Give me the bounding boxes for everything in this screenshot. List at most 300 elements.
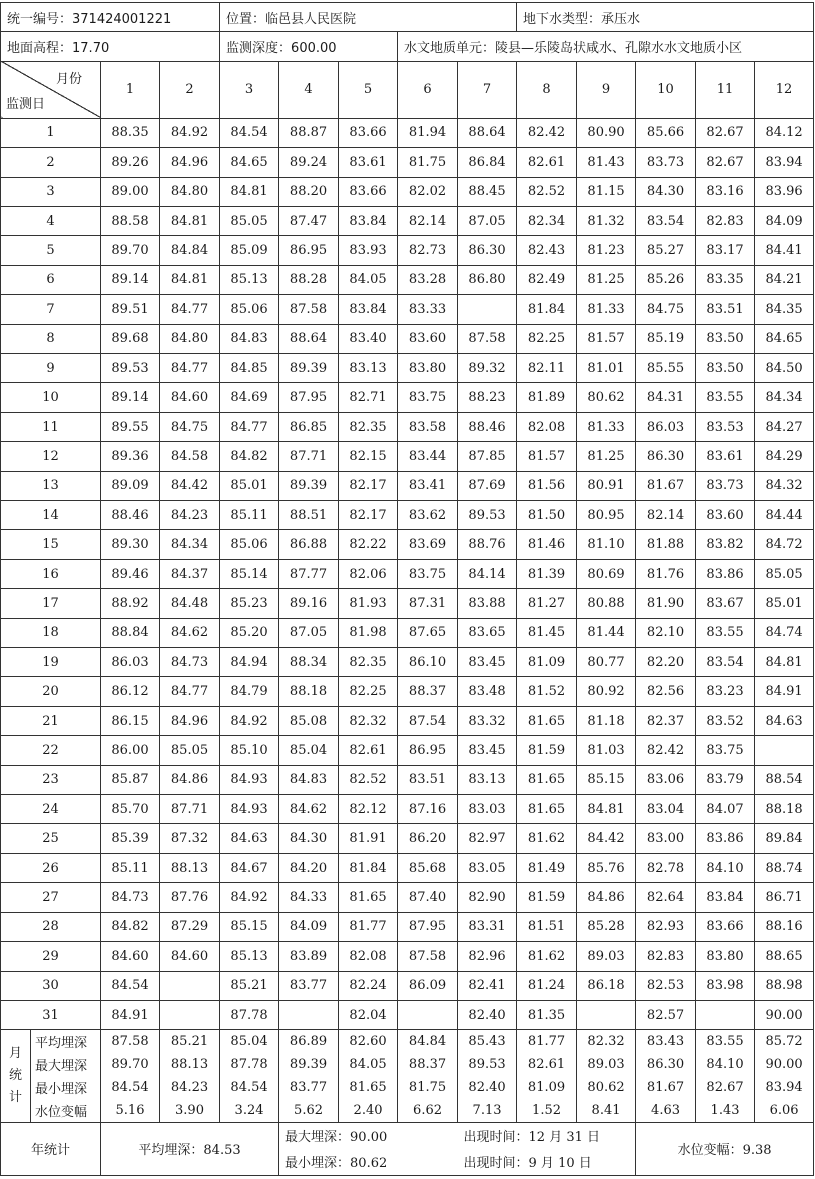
depth-value-cell: 87.05 <box>458 206 517 235</box>
depth-value-cell: 85.05 <box>755 559 814 588</box>
depth-value-cell: 85.11 <box>101 853 160 882</box>
depth-value-cell: 82.52 <box>339 765 398 794</box>
monthly-stat-value: 85.72 <box>755 1030 814 1053</box>
depth-value-cell: 83.41 <box>398 471 458 500</box>
depth-value-cell: 82.96 <box>458 942 517 971</box>
depth-value-cell: 82.40 <box>458 1000 517 1029</box>
depth-value-cell: 86.80 <box>458 265 517 294</box>
depth-value-cell: 80.95 <box>577 501 636 530</box>
depth-value-cell: 86.84 <box>458 148 517 177</box>
day-cell: 10 <box>1 383 101 412</box>
depth-value-cell: 81.62 <box>517 824 577 853</box>
monthly-stats-group-label <box>1 1030 31 1122</box>
depth-value-cell: 85.10 <box>220 736 279 765</box>
depth-value-cell: 81.88 <box>636 530 696 559</box>
depth-value-cell: 87.77 <box>279 559 339 588</box>
day-cell: 24 <box>1 795 101 824</box>
depth-value-cell: 89.36 <box>101 442 160 471</box>
table-row <box>1 1000 814 1029</box>
depth-value-cell: 84.30 <box>636 177 696 206</box>
depth-value-cell: 82.22 <box>339 530 398 559</box>
depth-value-cell: 86.30 <box>636 442 696 471</box>
monthly-stat-value: 86.30 <box>636 1053 696 1076</box>
depth-value-cell: 81.33 <box>577 412 636 441</box>
depth-value-cell: 84.94 <box>220 648 279 677</box>
monthly-stat-value: 83.77 <box>279 1076 339 1099</box>
depth-value-cell: 85.05 <box>160 736 220 765</box>
depth-value-cell: 83.89 <box>279 942 339 971</box>
depth-value-cell: 82.24 <box>339 971 398 1000</box>
depth-value-cell: 84.34 <box>755 383 814 412</box>
depth-value-cell: 81.65 <box>517 765 577 794</box>
station-id-label: 统一编号： <box>7 11 73 27</box>
depth-value-cell: 89.55 <box>101 412 160 441</box>
depth-value: 600.00 <box>291 41 337 57</box>
depth-value-cell: 88.37 <box>398 677 458 706</box>
depth-value-cell: 84.54 <box>220 118 279 147</box>
depth-value-cell: 82.17 <box>339 501 398 530</box>
depth-value-cell: 83.55 <box>696 383 755 412</box>
depth-value-cell: 87.29 <box>160 912 220 941</box>
depth-value-cell: 82.73 <box>398 236 458 265</box>
depth-value-cell: 89.39 <box>279 353 339 382</box>
depth-value-cell: 84.09 <box>755 206 814 235</box>
depth-value-cell: 80.90 <box>577 118 636 147</box>
depth-value-cell: 89.14 <box>101 383 160 412</box>
depth-value-cell: 84.82 <box>220 442 279 471</box>
depth-value-cell: 83.48 <box>458 677 517 706</box>
groundwater-monitoring-table <box>0 2 814 1176</box>
yearly-avg-depth: 平均埋深：84.53 <box>101 1122 279 1175</box>
depth-value-cell: 84.77 <box>160 677 220 706</box>
depth-value-cell: 84.63 <box>755 706 814 735</box>
day-axis-label: 监测日 <box>6 96 46 112</box>
month-header-9: 9 <box>577 61 636 118</box>
monthly-stat-value: 82.40 <box>458 1076 517 1099</box>
depth-value-cell: 84.92 <box>220 883 279 912</box>
depth-value-cell: 83.05 <box>458 853 517 882</box>
monthly-stat-value: 84.05 <box>339 1053 398 1076</box>
depth-value-cell: 84.96 <box>160 706 220 735</box>
depth-value-cell: 89.24 <box>279 148 339 177</box>
depth-value-cell: 84.31 <box>636 383 696 412</box>
depth-value-cell <box>279 1000 339 1029</box>
table-row <box>1 589 814 618</box>
depth-value-cell: 83.75 <box>696 736 755 765</box>
depth-value-cell: 88.20 <box>279 177 339 206</box>
depth-value-cell: 84.80 <box>160 324 220 353</box>
day-cell: 21 <box>1 706 101 735</box>
depth-value-cell: 84.32 <box>755 471 814 500</box>
depth-value-cell: 85.23 <box>220 589 279 618</box>
depth-value-cell: 84.14 <box>458 559 517 588</box>
table-row <box>1 118 814 147</box>
monthly-stat-value: 88.37 <box>398 1053 458 1076</box>
depth-value-cell: 81.67 <box>636 471 696 500</box>
monthly-stat-value: 7.13 <box>458 1099 517 1122</box>
depth-value-cell: 81.90 <box>636 589 696 618</box>
depth-cell <box>220 32 398 61</box>
depth-value-cell: 88.35 <box>101 118 160 147</box>
depth-value-cell: 81.49 <box>517 853 577 882</box>
day-cell: 18 <box>1 618 101 647</box>
depth-value-cell: 87.85 <box>458 442 517 471</box>
depth-value-cell: 85.39 <box>101 824 160 853</box>
monthly-stat-value: 6.06 <box>755 1099 814 1122</box>
depth-value-cell: 82.78 <box>636 853 696 882</box>
depth-value-cell: 83.45 <box>458 648 517 677</box>
depth-label: 监测深度： <box>226 41 292 57</box>
depth-value-cell: 83.50 <box>696 353 755 382</box>
station-id-cell <box>1 3 220 32</box>
depth-value-cell: 87.31 <box>398 589 458 618</box>
depth-value-cell: 81.59 <box>517 736 577 765</box>
depth-value-cell: 83.62 <box>398 501 458 530</box>
depth-value-cell: 87.54 <box>398 706 458 735</box>
depth-value-cell: 88.13 <box>160 853 220 882</box>
depth-value-cell: 82.61 <box>517 148 577 177</box>
table-row <box>1 353 814 382</box>
monthly-stat-label: 最小埋深 <box>31 1076 101 1099</box>
depth-value-cell: 83.53 <box>696 412 755 441</box>
depth-value-cell: 82.41 <box>458 971 517 1000</box>
depth-value-cell: 83.84 <box>696 883 755 912</box>
monthly-stat-value: 84.84 <box>398 1030 458 1053</box>
depth-value-cell: 84.81 <box>220 177 279 206</box>
depth-value-cell: 86.12 <box>101 677 160 706</box>
depth-value-cell: 82.08 <box>339 942 398 971</box>
depth-value-cell: 86.03 <box>101 648 160 677</box>
depth-value-cell: 82.17 <box>339 471 398 500</box>
depth-value-cell: 82.14 <box>636 501 696 530</box>
table-row <box>1 559 814 588</box>
depth-value-cell: 87.69 <box>458 471 517 500</box>
depth-value-cell: 83.98 <box>696 971 755 1000</box>
depth-value-cell: 82.25 <box>339 677 398 706</box>
depth-value-cell: 82.90 <box>458 883 517 912</box>
depth-value-cell: 83.28 <box>398 265 458 294</box>
depth-value-cell: 82.20 <box>636 648 696 677</box>
depth-value-cell: 86.18 <box>577 971 636 1000</box>
depth-value-cell: 82.37 <box>636 706 696 735</box>
depth-value-cell: 87.76 <box>160 883 220 912</box>
monthly-stat-value: 82.32 <box>577 1030 636 1053</box>
depth-value-cell: 83.96 <box>755 177 814 206</box>
depth-value-cell: 82.61 <box>339 736 398 765</box>
monthly-stat-value: 2.40 <box>339 1099 398 1122</box>
day-cell: 12 <box>1 442 101 471</box>
header-row-1 <box>1 3 814 32</box>
monthly-stat-value: 4.63 <box>636 1099 696 1122</box>
monthly-stat-value: 82.61 <box>517 1053 577 1076</box>
depth-value-cell: 82.35 <box>339 648 398 677</box>
depth-value-cell: 87.58 <box>458 324 517 353</box>
depth-value-cell: 84.82 <box>101 912 160 941</box>
depth-value-cell: 83.69 <box>398 530 458 559</box>
depth-value-cell: 84.07 <box>696 795 755 824</box>
monthly-stat-value: 82.60 <box>339 1030 398 1053</box>
depth-value-cell: 85.26 <box>636 265 696 294</box>
table-row <box>1 942 814 971</box>
depth-value-cell: 86.09 <box>398 971 458 1000</box>
depth-value-cell <box>577 1000 636 1029</box>
depth-value-cell: 82.02 <box>398 177 458 206</box>
month-header-1: 1 <box>101 61 160 118</box>
location-cell <box>220 3 517 32</box>
depth-value-cell: 84.80 <box>160 177 220 206</box>
depth-value-cell: 84.67 <box>220 853 279 882</box>
depth-value-cell: 83.80 <box>696 942 755 971</box>
depth-value-cell: 82.52 <box>517 177 577 206</box>
depth-value-cell: 81.51 <box>517 912 577 941</box>
depth-value-cell: 86.15 <box>101 706 160 735</box>
depth-value-cell: 85.06 <box>220 530 279 559</box>
table-row <box>1 677 814 706</box>
depth-value-cell: 84.35 <box>755 295 814 324</box>
location-value: 临邑县人民医院 <box>265 11 357 27</box>
depth-value-cell: 83.66 <box>339 118 398 147</box>
depth-value-cell: 82.42 <box>636 736 696 765</box>
day-cell: 13 <box>1 471 101 500</box>
elevation-value: 17.70 <box>72 41 110 57</box>
monthly-stat-value: 83.43 <box>636 1030 696 1053</box>
depth-value-cell: 82.42 <box>517 118 577 147</box>
depth-value-cell: 84.44 <box>755 501 814 530</box>
depth-value-cell: 84.81 <box>160 265 220 294</box>
depth-value-cell: 84.91 <box>101 1000 160 1029</box>
month-header-10: 10 <box>636 61 696 118</box>
day-cell: 17 <box>1 589 101 618</box>
monthly-stat-label: 最大埋深 <box>31 1053 101 1076</box>
day-cell: 4 <box>1 206 101 235</box>
water-type-cell <box>517 3 814 32</box>
depth-value-cell: 89.70 <box>101 236 160 265</box>
monthly-stat-value: 89.39 <box>279 1053 339 1076</box>
depth-value-cell: 83.50 <box>696 324 755 353</box>
depth-value-cell: 83.32 <box>458 706 517 735</box>
monthly-stat-value: 85.21 <box>160 1030 220 1053</box>
table-row <box>1 824 814 853</box>
monthly-stat-value: 81.65 <box>339 1076 398 1099</box>
depth-value-cell: 83.03 <box>458 795 517 824</box>
depth-value-cell: 84.21 <box>755 265 814 294</box>
monthly-stat-value: 1.52 <box>517 1099 577 1122</box>
month-header-12: 12 <box>755 61 814 118</box>
table-row <box>1 706 814 735</box>
table-row <box>1 383 814 412</box>
depth-value-cell: 86.10 <box>398 648 458 677</box>
day-cell: 31 <box>1 1000 101 1029</box>
month-header-5: 5 <box>339 61 398 118</box>
depth-value-cell: 88.54 <box>755 765 814 794</box>
yearly-max-depth: 最大埋深：90.00 <box>279 1122 458 1148</box>
depth-value-cell: 89.53 <box>101 353 160 382</box>
depth-value-cell: 89.32 <box>458 353 517 382</box>
depth-value-cell: 83.75 <box>398 559 458 588</box>
depth-value-cell: 81.77 <box>339 912 398 941</box>
depth-value-cell: 84.96 <box>160 148 220 177</box>
monthly-stat-value: 89.70 <box>101 1053 160 1076</box>
day-cell: 11 <box>1 412 101 441</box>
depth-value-cell: 84.92 <box>220 706 279 735</box>
depth-value-cell: 90.00 <box>755 1000 814 1029</box>
depth-value-cell: 84.84 <box>160 236 220 265</box>
monthly-stat-value: 85.04 <box>220 1030 279 1053</box>
table-row <box>1 471 814 500</box>
depth-value-cell: 84.05 <box>339 265 398 294</box>
depth-value-cell: 81.75 <box>398 148 458 177</box>
depth-value-cell: 83.93 <box>339 236 398 265</box>
monthly-stat-value: 3.90 <box>160 1099 220 1122</box>
depth-value-cell: 83.51 <box>398 765 458 794</box>
depth-value-cell: 83.44 <box>398 442 458 471</box>
monthly-stat-value: 3.24 <box>220 1099 279 1122</box>
depth-value-cell: 81.84 <box>339 853 398 882</box>
depth-value-cell: 83.84 <box>339 206 398 235</box>
depth-value-cell: 83.31 <box>458 912 517 941</box>
depth-value-cell: 86.88 <box>279 530 339 559</box>
depth-value-cell: 88.65 <box>755 942 814 971</box>
depth-value-cell: 85.27 <box>636 236 696 265</box>
depth-value-cell: 84.60 <box>160 942 220 971</box>
depth-value-cell: 88.98 <box>755 971 814 1000</box>
depth-value-cell: 89.26 <box>101 148 160 177</box>
depth-value-cell: 85.66 <box>636 118 696 147</box>
table-row <box>1 648 814 677</box>
depth-value-cell: 84.81 <box>755 648 814 677</box>
depth-value-cell: 84.77 <box>220 412 279 441</box>
depth-value-cell: 84.23 <box>160 501 220 530</box>
depth-value-cell: 84.65 <box>220 148 279 177</box>
depth-value-cell: 81.98 <box>339 618 398 647</box>
table-row <box>1 971 814 1000</box>
depth-value-cell: 81.76 <box>636 559 696 588</box>
depth-value-cell: 84.92 <box>160 118 220 147</box>
depth-value-cell: 82.43 <box>517 236 577 265</box>
depth-value-cell: 81.32 <box>577 206 636 235</box>
depth-value-cell: 83.77 <box>279 971 339 1000</box>
monthly-stat-value: 86.89 <box>279 1030 339 1053</box>
table-row <box>1 618 814 647</box>
depth-value-cell: 87.58 <box>398 942 458 971</box>
depth-value-cell: 89.53 <box>458 501 517 530</box>
monthly-stat-value: 5.62 <box>279 1099 339 1122</box>
depth-value-cell: 85.14 <box>220 559 279 588</box>
depth-value-cell: 87.78 <box>220 1000 279 1029</box>
table-row <box>1 530 814 559</box>
monthly-stat-value: 90.00 <box>755 1053 814 1076</box>
depth-value-cell: 83.86 <box>696 559 755 588</box>
depth-value-cell: 83.35 <box>696 265 755 294</box>
depth-value-cell: 80.69 <box>577 559 636 588</box>
depth-value-cell: 85.68 <box>398 853 458 882</box>
depth-value-cell: 81.39 <box>517 559 577 588</box>
depth-value-cell: 85.06 <box>220 295 279 324</box>
depth-value-cell: 81.03 <box>577 736 636 765</box>
depth-value-cell: 81.45 <box>517 618 577 647</box>
depth-value-cell: 82.12 <box>339 795 398 824</box>
yearly-min-depth: 最小埋深：80.62 <box>279 1149 458 1176</box>
depth-value-cell: 85.04 <box>279 736 339 765</box>
day-cell: 2 <box>1 148 101 177</box>
monthly-stat-row <box>1 1030 814 1053</box>
depth-value-cell: 81.44 <box>577 618 636 647</box>
day-cell: 30 <box>1 971 101 1000</box>
monthly-stat-value: 82.67 <box>696 1076 755 1099</box>
depth-value-cell: 82.08 <box>517 412 577 441</box>
depth-value-cell: 85.09 <box>220 236 279 265</box>
depth-value-cell: 84.75 <box>160 412 220 441</box>
depth-value-cell: 83.61 <box>696 442 755 471</box>
depth-value-cell: 83.45 <box>458 736 517 765</box>
depth-value-cell: 84.77 <box>160 353 220 382</box>
depth-value-cell: 83.33 <box>398 295 458 324</box>
depth-value-cell: 88.45 <box>458 177 517 206</box>
depth-value-cell: 83.16 <box>696 177 755 206</box>
table-row <box>1 177 814 206</box>
depth-value-cell: 84.58 <box>160 442 220 471</box>
depth-value-cell: 81.91 <box>339 824 398 853</box>
month-header-6: 6 <box>398 61 458 118</box>
day-cell: 23 <box>1 765 101 794</box>
table-row <box>1 795 814 824</box>
depth-value-cell: 81.23 <box>577 236 636 265</box>
day-cell: 25 <box>1 824 101 853</box>
depth-value-cell: 81.65 <box>517 795 577 824</box>
depth-value-cell: 88.34 <box>279 648 339 677</box>
depth-value-cell: 88.18 <box>279 677 339 706</box>
monthly-stat-value: 81.09 <box>517 1076 577 1099</box>
depth-value-cell: 84.10 <box>696 853 755 882</box>
depth-value-cell: 88.76 <box>458 530 517 559</box>
monthly-stat-label: 水位变幅 <box>31 1099 101 1122</box>
depth-value-cell: 84.83 <box>220 324 279 353</box>
depth-value-cell <box>160 971 220 1000</box>
depth-value-cell: 83.23 <box>696 677 755 706</box>
monthly-stat-row <box>1 1099 814 1122</box>
depth-value-cell: 87.40 <box>398 883 458 912</box>
depth-value-cell: 83.58 <box>398 412 458 441</box>
diagonal-header-cell <box>1 61 101 118</box>
depth-value-cell: 82.35 <box>339 412 398 441</box>
depth-value-cell: 84.41 <box>755 236 814 265</box>
depth-value-cell: 89.16 <box>279 589 339 618</box>
depth-value-cell: 82.97 <box>458 824 517 853</box>
day-cell: 22 <box>1 736 101 765</box>
depth-value-cell: 87.05 <box>279 618 339 647</box>
monthly-stat-value: 83.94 <box>755 1076 814 1099</box>
depth-value-cell: 89.68 <box>101 324 160 353</box>
depth-value-cell: 82.49 <box>517 265 577 294</box>
depth-value-cell: 88.28 <box>279 265 339 294</box>
yearly-stats-label: 年统计 <box>1 1122 101 1175</box>
depth-value-cell: 81.94 <box>398 118 458 147</box>
depth-value-cell <box>398 1000 458 1029</box>
hydro-unit-cell <box>398 32 814 61</box>
depth-value-cell: 85.19 <box>636 324 696 353</box>
depth-value-cell: 86.95 <box>279 236 339 265</box>
depth-value-cell: 81.43 <box>577 148 636 177</box>
depth-value-cell: 82.10 <box>636 618 696 647</box>
depth-value-cell: 82.25 <box>517 324 577 353</box>
month-axis-label: 月份 <box>55 71 82 87</box>
monthly-stat-value: 81.75 <box>398 1076 458 1099</box>
depth-value-cell: 86.03 <box>636 412 696 441</box>
table-row <box>1 765 814 794</box>
depth-value-cell: 81.57 <box>577 324 636 353</box>
depth-value-cell: 89.00 <box>101 177 160 206</box>
depth-value-cell: 82.32 <box>339 706 398 735</box>
